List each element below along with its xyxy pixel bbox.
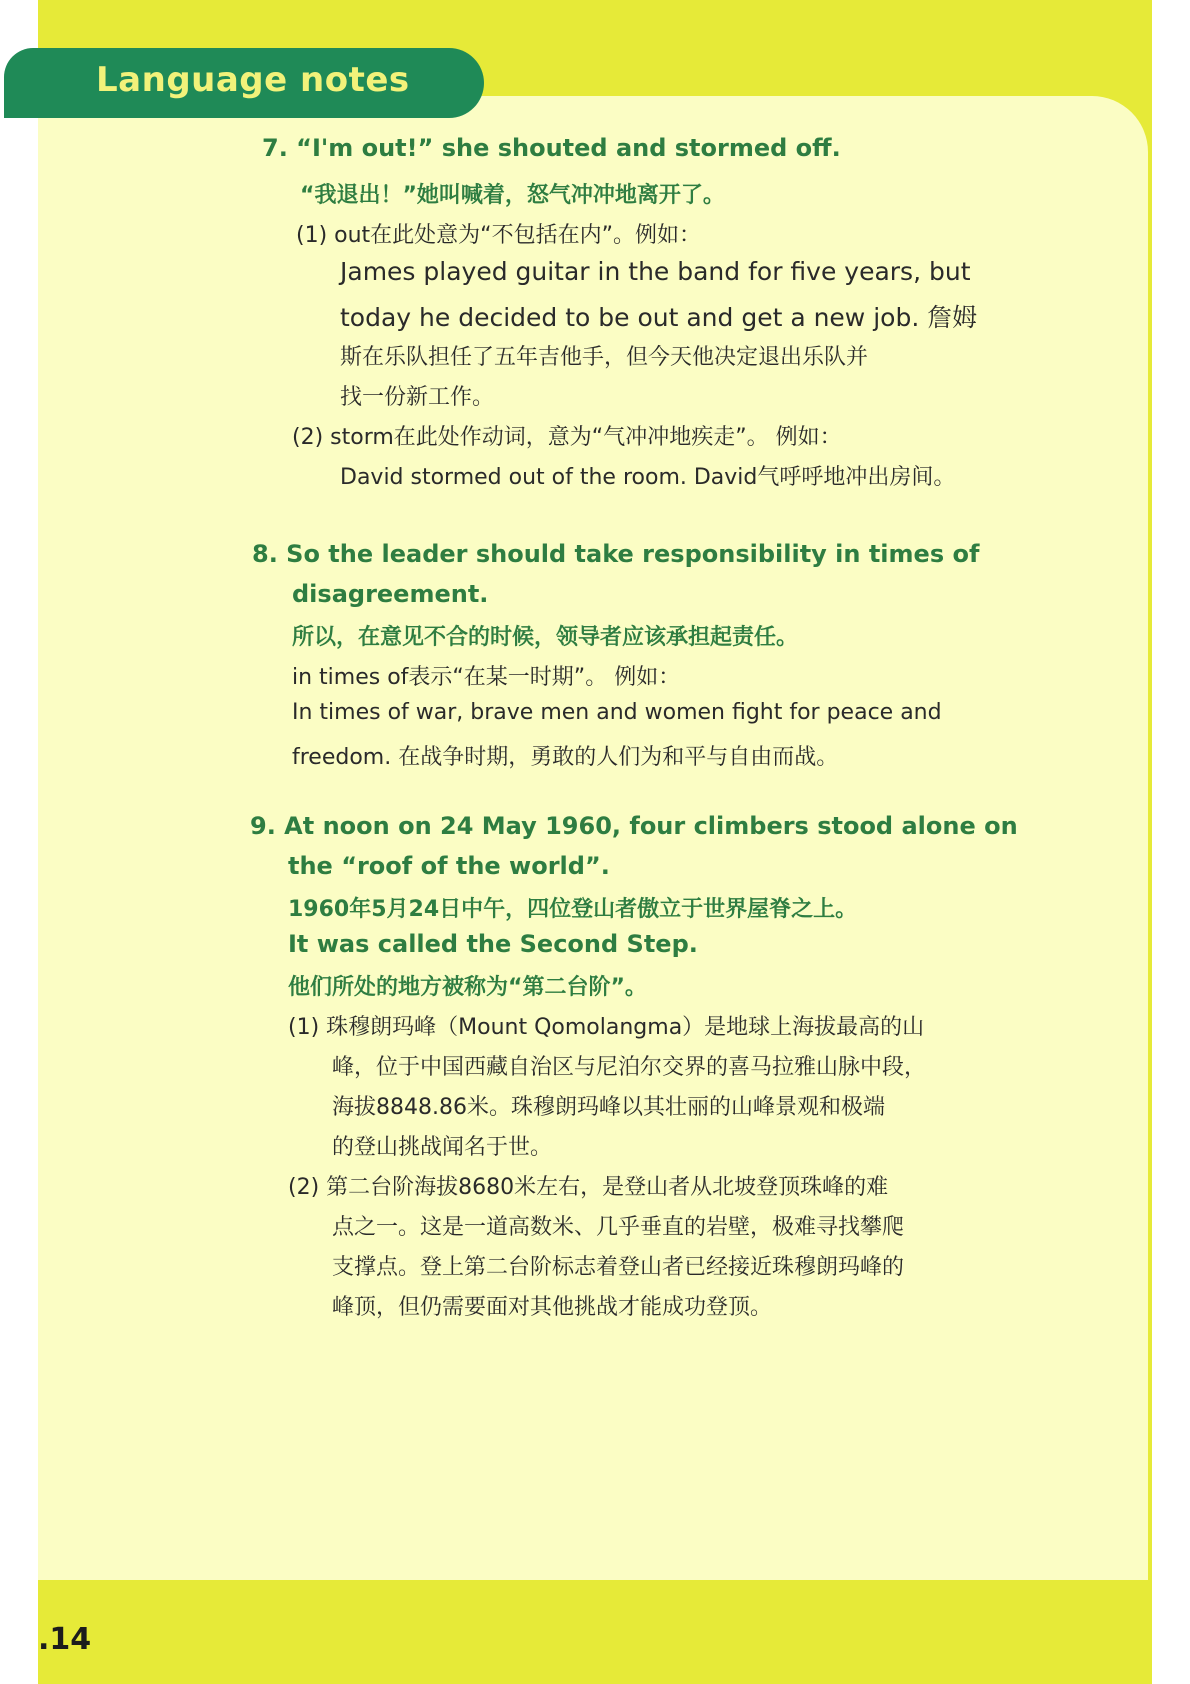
note-7-example-line: 斯在乐队担任了五年吉他手，但今天他决定退出乐队并: [340, 345, 869, 370]
note-9-subnote-2: (2) 第二台阶海拔8680米左右，是登山者从北坡登顶珠峰的难: [288, 1175, 889, 1200]
note-7-example-line: 找一份新工作。: [340, 385, 495, 410]
note-7-heading: 7. “I'm out!” she shouted and stormed off.: [262, 134, 841, 162]
section-title: Language notes: [96, 60, 410, 100]
note-9-sentence-2: It was called the Second Step.: [288, 930, 698, 958]
note-9-subnote-2-line: 点之一。这是一道高数米、几乎垂直的岩壁，极难寻找攀爬: [332, 1215, 905, 1240]
note-9-heading: 9. At noon on 24 May 1960, four climbers stood alone on: [250, 812, 1018, 840]
note-7-translation: “我退出！”她叫喊着，怒气冲冲地离开了。: [300, 183, 725, 208]
page-footer-band: [38, 1580, 1152, 1684]
note-9-subnote-1-line: 峰，位于中国西藏自治区与尼泊尔交界的喜马拉雅山脉中段，: [332, 1055, 927, 1080]
note-8-example-line: freedom. 在战争时期，勇敢的人们为和平与自由而战。: [292, 745, 839, 770]
note-9-subnote-1: (1) 珠穆朗玛峰（Mount Qomolangma）是地球上海拔最高的山: [288, 1015, 925, 1040]
note-9-subnote-1-line: 海拔8848.86米。珠穆朗玛峰以其壮丽的山峰景观和极端: [332, 1095, 885, 1120]
note-9-heading-cont: the “roof of the world”.: [288, 852, 610, 880]
note-7-example-line: today he decided to be out and get a new job. 詹姆: [340, 303, 978, 332]
note-7-example-line: James played guitar in the band for five years, but: [340, 257, 971, 286]
note-8-heading: 8. So the leader should take responsibility in times of: [252, 540, 980, 568]
note-9-subnote-2-line: 峰顶，但仍需要面对其他挑战才能成功登顶。: [332, 1295, 773, 1320]
note-8-explanation: in times of表示“在某一时期”。 例如：: [292, 665, 681, 690]
note-8-heading-cont: disagreement.: [292, 580, 489, 608]
note-8-example-line: In times of war, brave men and women fight for peace and: [292, 700, 942, 725]
page-number: .14: [38, 1622, 92, 1657]
note-7-subnote-2: (2) storm在此处作动词，意为“气冲冲地疾走”。 例如：: [292, 425, 842, 450]
page-background: [38, 0, 1152, 1684]
note-9-subnote-2-line: 支撑点。登上第二台阶标志着登山者已经接近珠穆朗玛峰的: [332, 1255, 905, 1280]
note-9-subnote-1-line: 的登山挑战闻名于世。: [332, 1135, 553, 1160]
note-9-translation: 1960年5月24日中午，四位登山者傲立于世界屋脊之上。: [288, 897, 858, 922]
note-8-translation: 所以，在意见不合的时候，领导者应该承担起责任。: [292, 625, 799, 650]
note-7-subnote-1: (1) out在此处意为“不包括在内”。例如：: [296, 223, 701, 248]
note-9-sentence-2-translation: 他们所处的地方被称为“第二台阶”。: [288, 975, 647, 1000]
note-7-example-line: David stormed out of the room. David气呼呼地冲出房间。: [340, 465, 956, 490]
